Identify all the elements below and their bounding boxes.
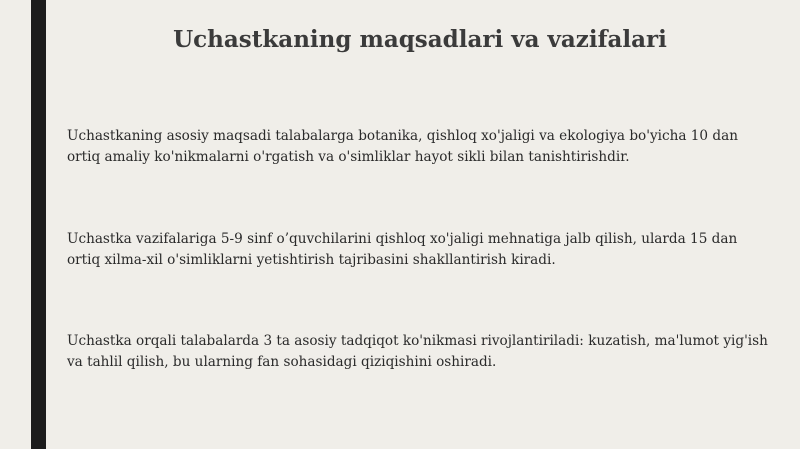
paragraph-skills: Uchastka orqali talabalarda 3 ta asosiy tadqiqot ko'nikmasi rivojlantiriladi: kuzatish, ma'lumot yig'ish va tahlil qilish, bu ularning fan sohasidagi qiziqishini oshiradi. — [67, 333, 768, 370]
paragraph-goal: Uchastkaning asosiy maqsadi talabalarga botanika, qishloq xo'jaligi va ekologiya bo'yicha 10 dan ortiq amaliy ko'nikmalarni o'rgatish va o'simliklar hayot sikli bilan tanishtirishdir. — [67, 128, 738, 165]
left-accent-bar — [31, 0, 46, 449]
slide-title: Uchastkaning maqsadlari va vazifalari — [173, 26, 667, 53]
paragraph-tasks: Uchastka vazifalariga 5-9 sinf o’quvchilarini qishloq xo'jaligi mehnatiga jalb qilish, ularda 15 dan ortiq xilma-xil o'simliklarni yetishtirish tajribasini shakllantirish kiradi. — [67, 231, 738, 268]
